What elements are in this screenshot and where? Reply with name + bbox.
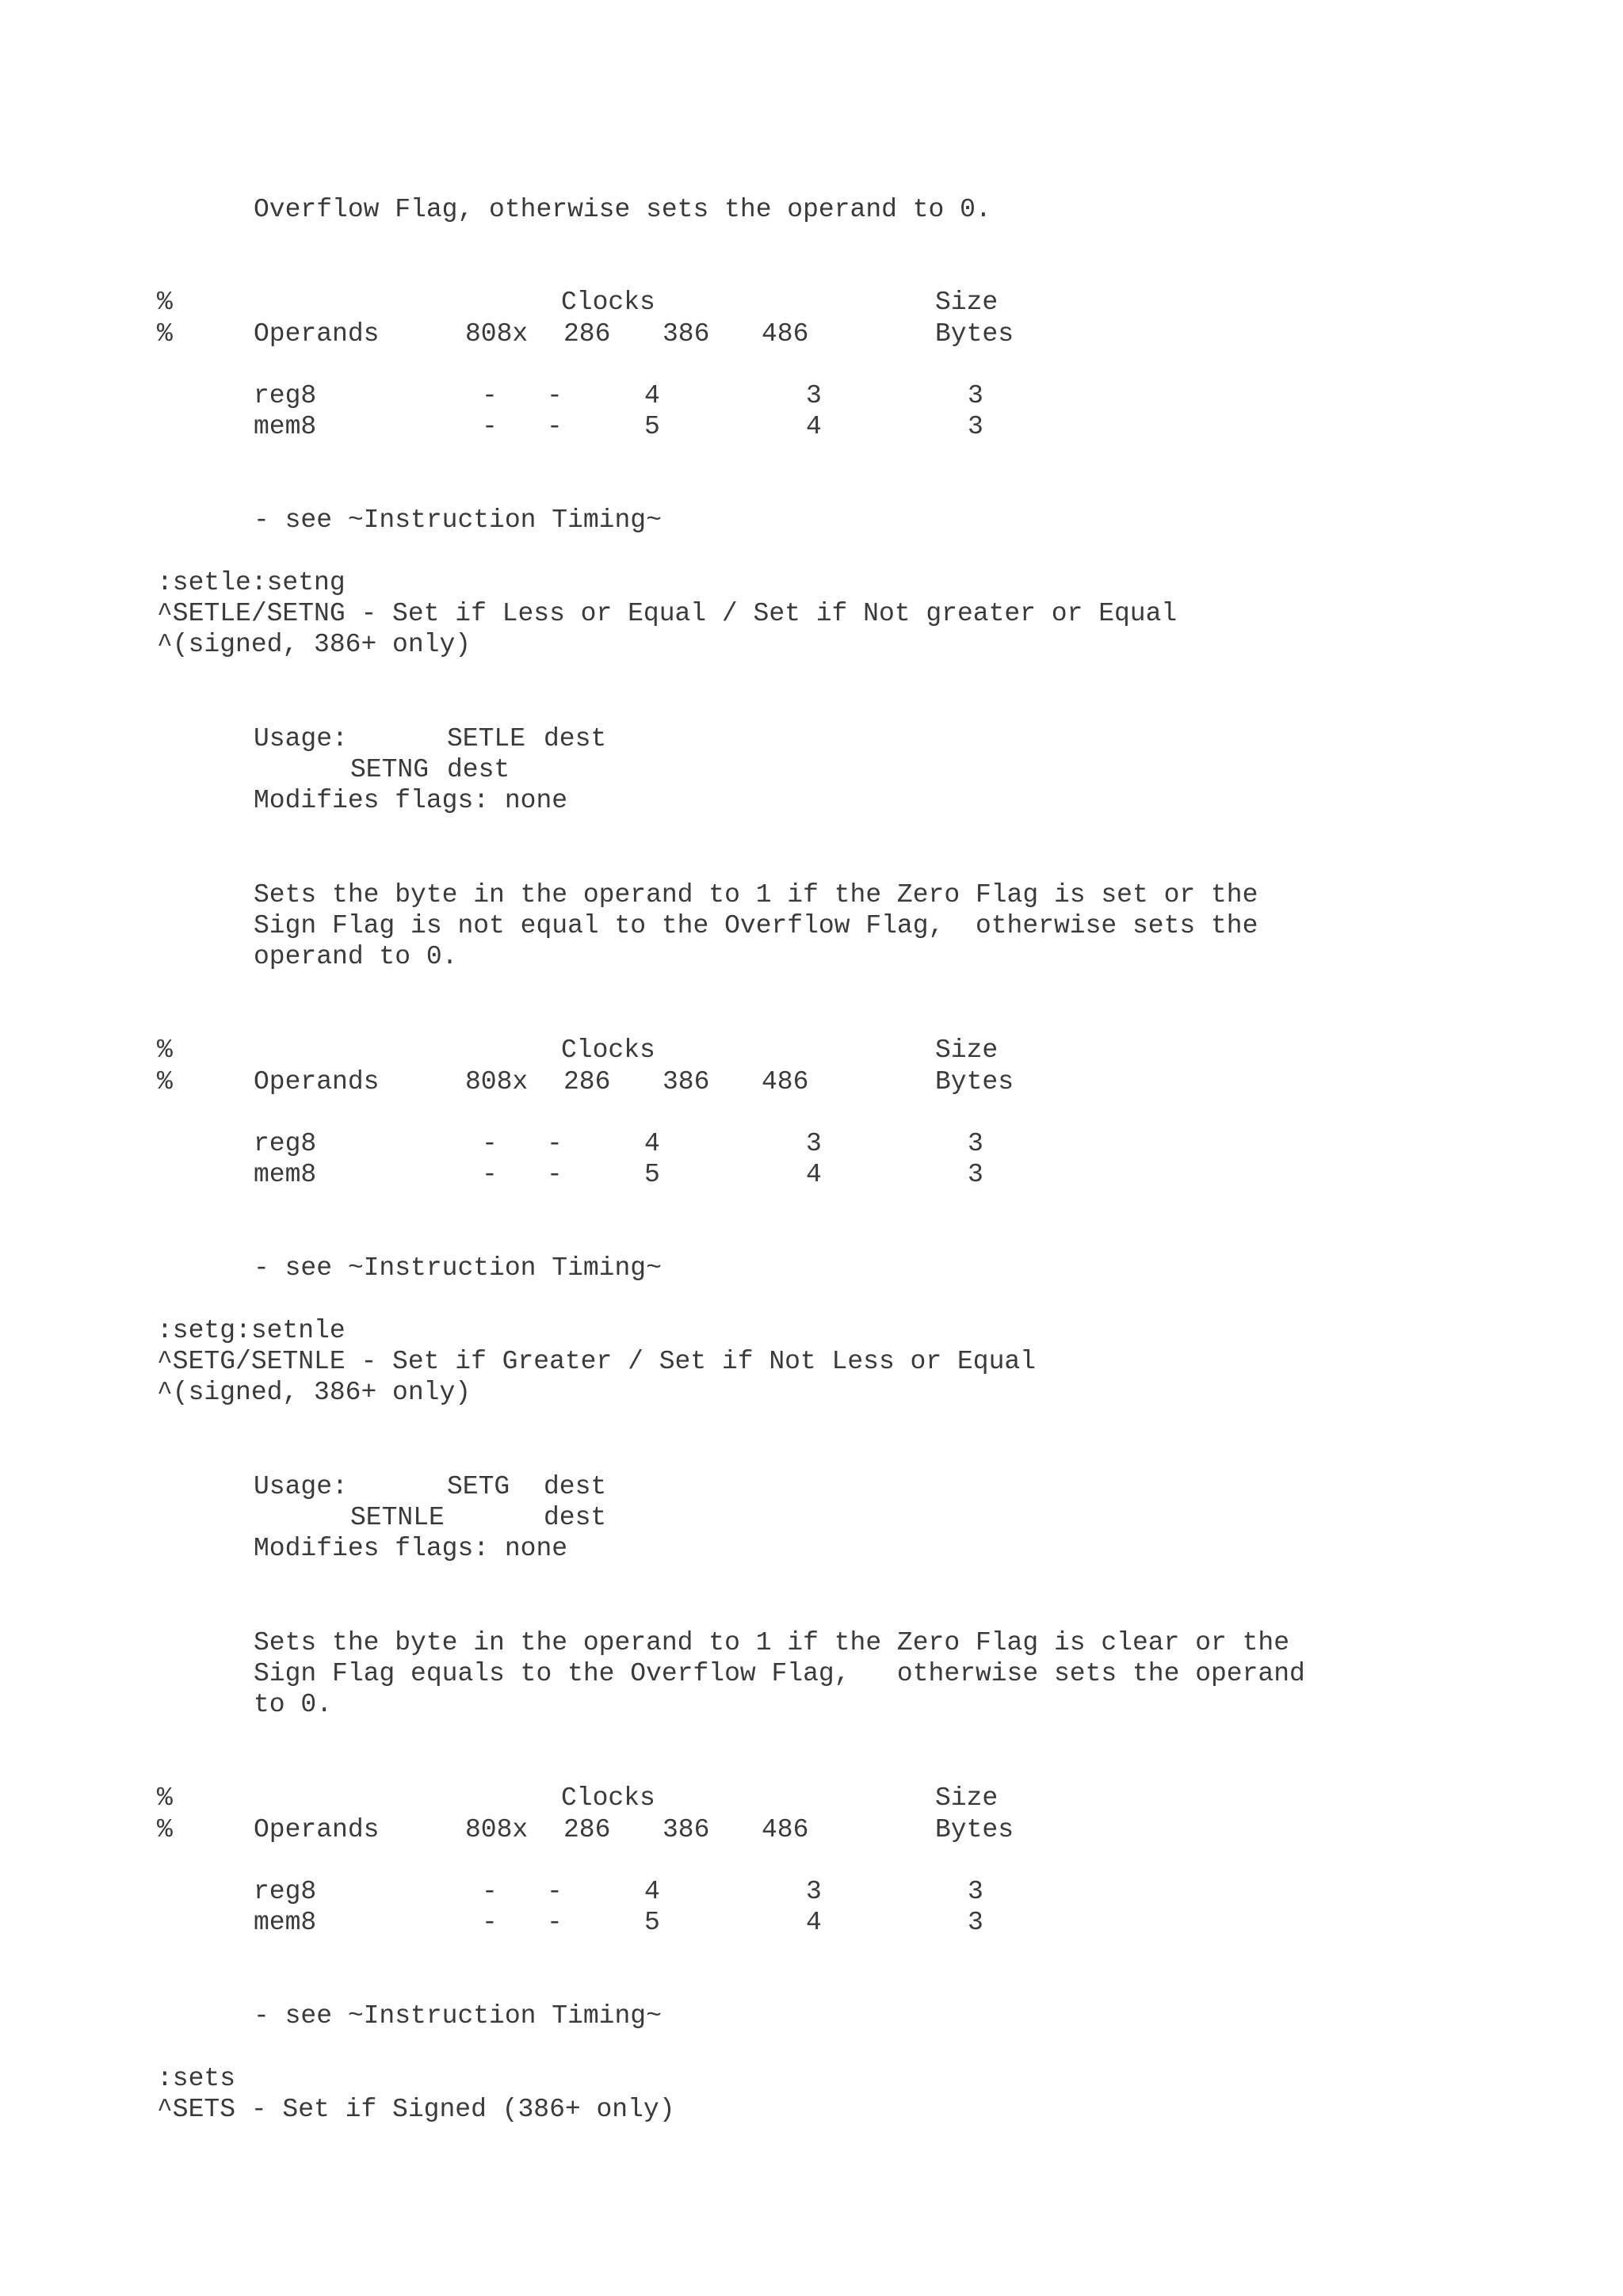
section-title: ^SETS - Set if Signed (386+ only) [157, 2095, 675, 2124]
usage-operand: dest [544, 1472, 607, 1501]
table-marker: % [157, 1067, 173, 1097]
usage-label: Usage: [254, 724, 348, 753]
col-386-header: 386 [663, 319, 710, 349]
description-line: Sets the byte in the operand to 1 if the Zero Flag is set or the [254, 880, 1258, 910]
bytes-cell: 3 [968, 1160, 983, 1189]
operand-cell: mem8 [254, 412, 317, 441]
bytes-cell: 3 [968, 1877, 983, 1906]
clock-286-cell: - [547, 1160, 563, 1189]
section-subtitle: ^(signed, 386+ only) [157, 630, 472, 659]
usage-label: Usage: [254, 1472, 348, 1501]
bytes-cell: 3 [968, 381, 983, 410]
operands-header: Operands [254, 1067, 380, 1097]
section-subtitle: ^(signed, 386+ only) [157, 1378, 472, 1407]
usage-mnemonic: SETG [447, 1472, 510, 1501]
timing-table [0, 289, 1623, 440]
col-286-header: 286 [563, 319, 611, 349]
operand-cell: mem8 [254, 1908, 317, 1937]
clock-286-cell: - [547, 1877, 563, 1906]
timing-table [0, 1037, 1623, 1188]
usage-operand: dest [544, 724, 607, 753]
clock-808x-cell: - [482, 412, 498, 441]
bytes-cell: 3 [968, 1908, 983, 1937]
col-286-header: 286 [563, 1815, 611, 1844]
table-marker: % [157, 288, 173, 317]
description-line: Sets the byte in the operand to 1 if the Zero Flag is clear or the [254, 1628, 1290, 1657]
clock-386-cell: 5 [644, 1908, 660, 1937]
clock-808x-cell: - [482, 1129, 498, 1158]
bytes-header: Bytes [935, 1815, 1014, 1844]
clock-486-cell: 4 [806, 1908, 822, 1937]
size-header: Size [935, 1783, 999, 1813]
clock-386-cell: 4 [644, 381, 660, 410]
size-header: Size [935, 1035, 999, 1065]
description-line: operand to 0. [254, 942, 458, 971]
bytes-header: Bytes [935, 319, 1014, 349]
clock-808x-cell: - [482, 1908, 498, 1937]
clocks-header: Clocks [561, 288, 655, 317]
topic-tag: :sets [157, 2064, 236, 2093]
operand-cell: mem8 [254, 1160, 317, 1189]
col-386-header: 386 [663, 1815, 710, 1844]
table-marker: % [157, 319, 173, 349]
usage-operand: dest [544, 1503, 607, 1532]
description-line: Sign Flag is not equal to the Overflow Flag, otherwise sets the [254, 911, 1258, 940]
clock-286-cell: - [547, 381, 563, 410]
bytes-header: Bytes [935, 1067, 1014, 1097]
clock-286-cell: - [547, 412, 563, 441]
usage-mnemonic: SETNG [350, 755, 430, 784]
usage-mnemonic: SETNLE [350, 1503, 445, 1532]
col-486-header: 486 [762, 1815, 809, 1844]
operand-cell: reg8 [254, 381, 317, 410]
clock-486-cell: 4 [806, 412, 822, 441]
clock-386-cell: 5 [644, 412, 660, 441]
description-line: to 0. [254, 1690, 333, 1719]
usage-operand: dest [447, 755, 510, 784]
operand-cell: reg8 [254, 1129, 317, 1158]
section-title: ^SETG/SETNLE - Set if Greater / Set if Not Less or Equal [157, 1347, 1036, 1376]
clock-486-cell: 3 [806, 381, 822, 410]
table-marker: % [157, 1035, 173, 1065]
bytes-cell: 3 [968, 412, 983, 441]
clock-486-cell: 3 [806, 1129, 822, 1158]
operands-header: Operands [254, 1815, 380, 1844]
clock-808x-cell: - [482, 1877, 498, 1906]
clock-808x-cell: - [482, 1160, 498, 1189]
col-808x-header: 808x [465, 1815, 529, 1844]
size-header: Size [935, 288, 999, 317]
modifies-flags: Modifies flags: none [254, 1534, 568, 1563]
clock-386-cell: 4 [644, 1877, 660, 1906]
col-486-header: 486 [762, 1067, 809, 1097]
see-timing-link[interactable]: - see ~Instruction Timing~ [254, 1253, 662, 1283]
col-286-header: 286 [563, 1067, 611, 1097]
clock-486-cell: 3 [806, 1877, 822, 1906]
topic-tag: :setle:setng [157, 568, 346, 597]
col-808x-header: 808x [465, 1067, 529, 1097]
clock-386-cell: 5 [644, 1160, 660, 1189]
col-808x-header: 808x [465, 319, 529, 349]
description-line: Sign Flag equals to the Overflow Flag, otherwise sets the operand [254, 1659, 1305, 1688]
table-marker: % [157, 1783, 173, 1813]
clock-286-cell: - [547, 1908, 563, 1937]
clocks-header: Clocks [561, 1035, 655, 1065]
col-486-header: 486 [762, 319, 809, 349]
see-timing-link[interactable]: - see ~Instruction Timing~ [254, 2001, 662, 2031]
clock-286-cell: - [547, 1129, 563, 1158]
bytes-cell: 3 [968, 1129, 983, 1158]
clock-486-cell: 4 [806, 1160, 822, 1189]
col-386-header: 386 [663, 1067, 710, 1097]
clock-808x-cell: - [482, 381, 498, 410]
clock-386-cell: 4 [644, 1129, 660, 1158]
see-timing-link[interactable]: - see ~Instruction Timing~ [254, 505, 662, 535]
intro-text: Overflow Flag, otherwise sets the operand to 0. [254, 195, 991, 224]
operand-cell: reg8 [254, 1877, 317, 1906]
operands-header: Operands [254, 319, 380, 349]
modifies-flags: Modifies flags: none [254, 786, 568, 815]
section-title: ^SETLE/SETNG - Set if Less or Equal / Set if Not greater or Equal [157, 599, 1178, 628]
table-marker: % [157, 1815, 173, 1844]
clocks-header: Clocks [561, 1783, 655, 1813]
usage-mnemonic: SETLE [447, 724, 526, 753]
timing-table [0, 1785, 1623, 1936]
topic-tag: :setg:setnle [157, 1316, 346, 1345]
